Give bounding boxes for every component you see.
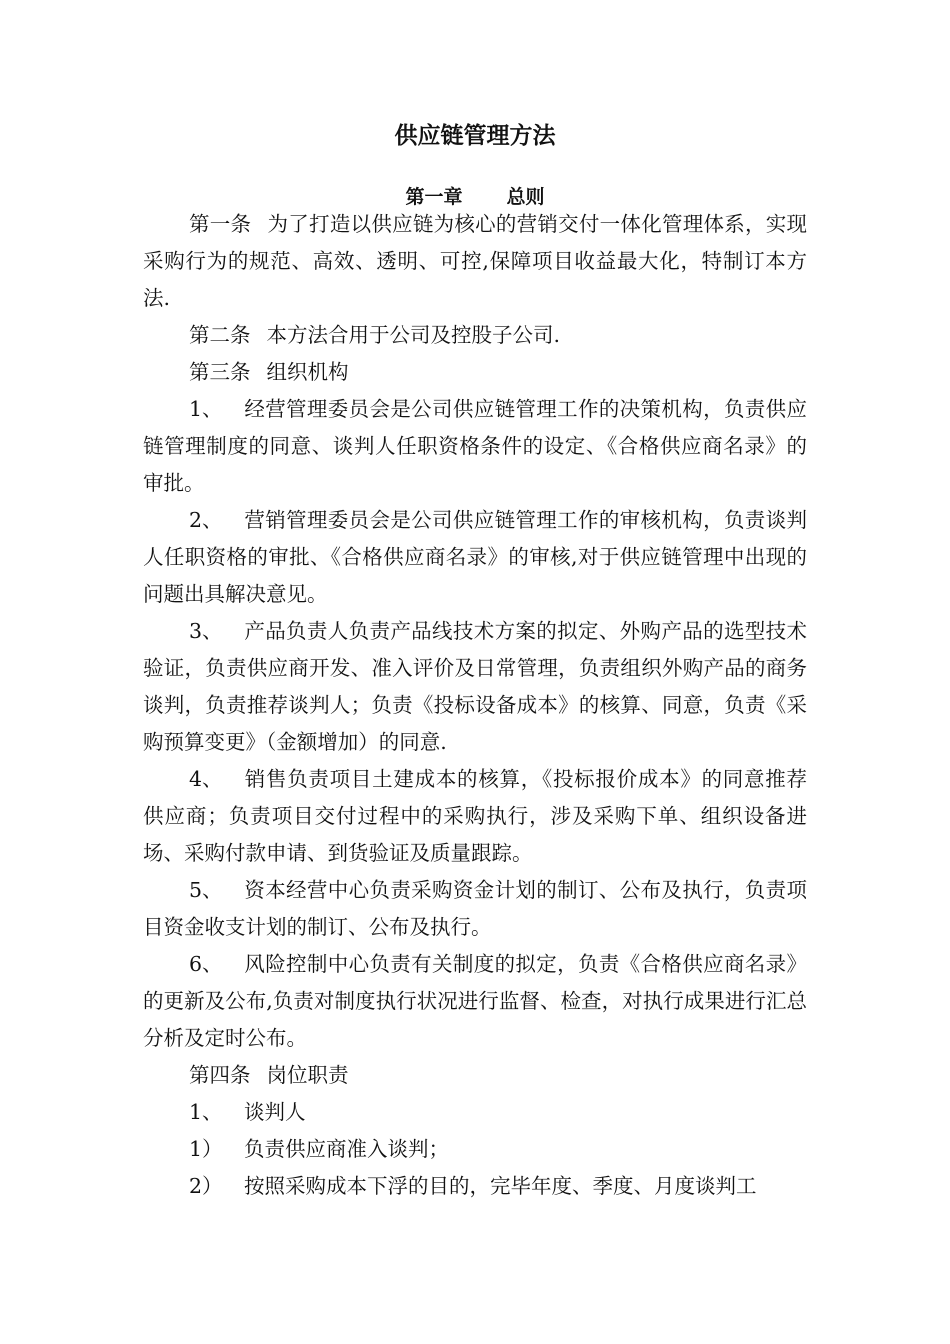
document-title: 供应链管理方法 — [394, 123, 556, 149]
article-label: 第四条 — [189, 1063, 251, 1087]
item-number: 4、 — [189, 767, 223, 791]
list-item — [143, 872, 807, 946]
item-number: 1、 — [189, 1100, 223, 1124]
item-number: 3、 — [189, 619, 223, 643]
item-text: 产品负责人负责产品线技术方案的拟定、外购产品的选型技术验证，负责供应商开发、准入评价及日常管理，负责组织外购产品的商务谈判，负责推荐谈判人；负责《投标设备成本》的核算、同意，负责《采购预算变更》（金额增加）的同意. — [143, 619, 807, 754]
item-text: 销售负责项目土建成本的核算，《投标报价成本》的同意推荐供应商；负责项目交付过程中的采购执行，涉及采购下单、组织设备进场、采购付款申请、到货验证及质量跟踪。 — [143, 767, 807, 865]
item-text: 谈判人 — [244, 1100, 306, 1124]
document-body — [143, 206, 807, 1205]
article-label: 第二条 — [189, 323, 251, 347]
item-number: 1） — [189, 1137, 223, 1161]
article-label: 第一条 — [189, 212, 252, 236]
list-item — [143, 391, 807, 502]
item-number: 2、 — [189, 508, 223, 532]
item-text: 经营管理委员会是公司供应链管理工作的决策机构，负责供应链管理制度的同意、谈判人任职资格条件的设定、《合格供应商名录》的审批。 — [143, 397, 807, 495]
item-text: 负责供应商准入谈判； — [244, 1137, 449, 1161]
article-text: 本方法合用于公司及控股子公司. — [266, 323, 561, 347]
item-number: 5、 — [189, 878, 223, 902]
chapter-number: 第一章 — [405, 186, 463, 208]
article-4 — [143, 1057, 807, 1094]
item-number: 2） — [189, 1174, 223, 1198]
sub-list-item — [143, 1168, 807, 1205]
list-item — [143, 946, 807, 1057]
article-text: 为了打造以供应链为核心的营销交付一体化管理体系，实现采购行为的规范、高效、透明、可控,保障项目收益最大化，特制订本方法. — [143, 212, 808, 310]
article-3 — [143, 354, 807, 391]
list-item — [143, 1094, 807, 1131]
chapter-name: 总则 — [506, 186, 545, 208]
list-item — [143, 613, 807, 761]
article-1 — [143, 206, 807, 317]
item-text: 风险控制中心负责有关制度的拟定，负责《合格供应商名录》的更新及公布,负责对制度执行状况进行监督、检查，对执行成果进行汇总分析及定时公布。 — [143, 952, 807, 1050]
sub-list-item — [143, 1131, 807, 1168]
item-number: 1、 — [189, 397, 223, 421]
item-text: 按照采购成本下浮的目的，完毕年度、季度、月度谈判工 — [244, 1174, 757, 1198]
article-text: 组织机构 — [266, 360, 349, 384]
article-text: 岗位职责 — [266, 1063, 349, 1087]
list-item — [143, 502, 807, 613]
list-item — [143, 761, 807, 872]
item-text: 营销管理委员会是公司供应链管理工作的审核机构，负责谈判人任职资格的审批、《合格供应商名录》的审核,对于供应链管理中出现的问题出具解决意见。 — [143, 508, 807, 606]
item-number: 6、 — [189, 952, 223, 976]
article-2 — [143, 317, 807, 354]
article-label: 第三条 — [189, 360, 251, 384]
item-text: 资本经营中心负责采购资金计划的制订、公布及执行，负责项目资金收支计划的制订、公布及执行。 — [143, 878, 807, 939]
